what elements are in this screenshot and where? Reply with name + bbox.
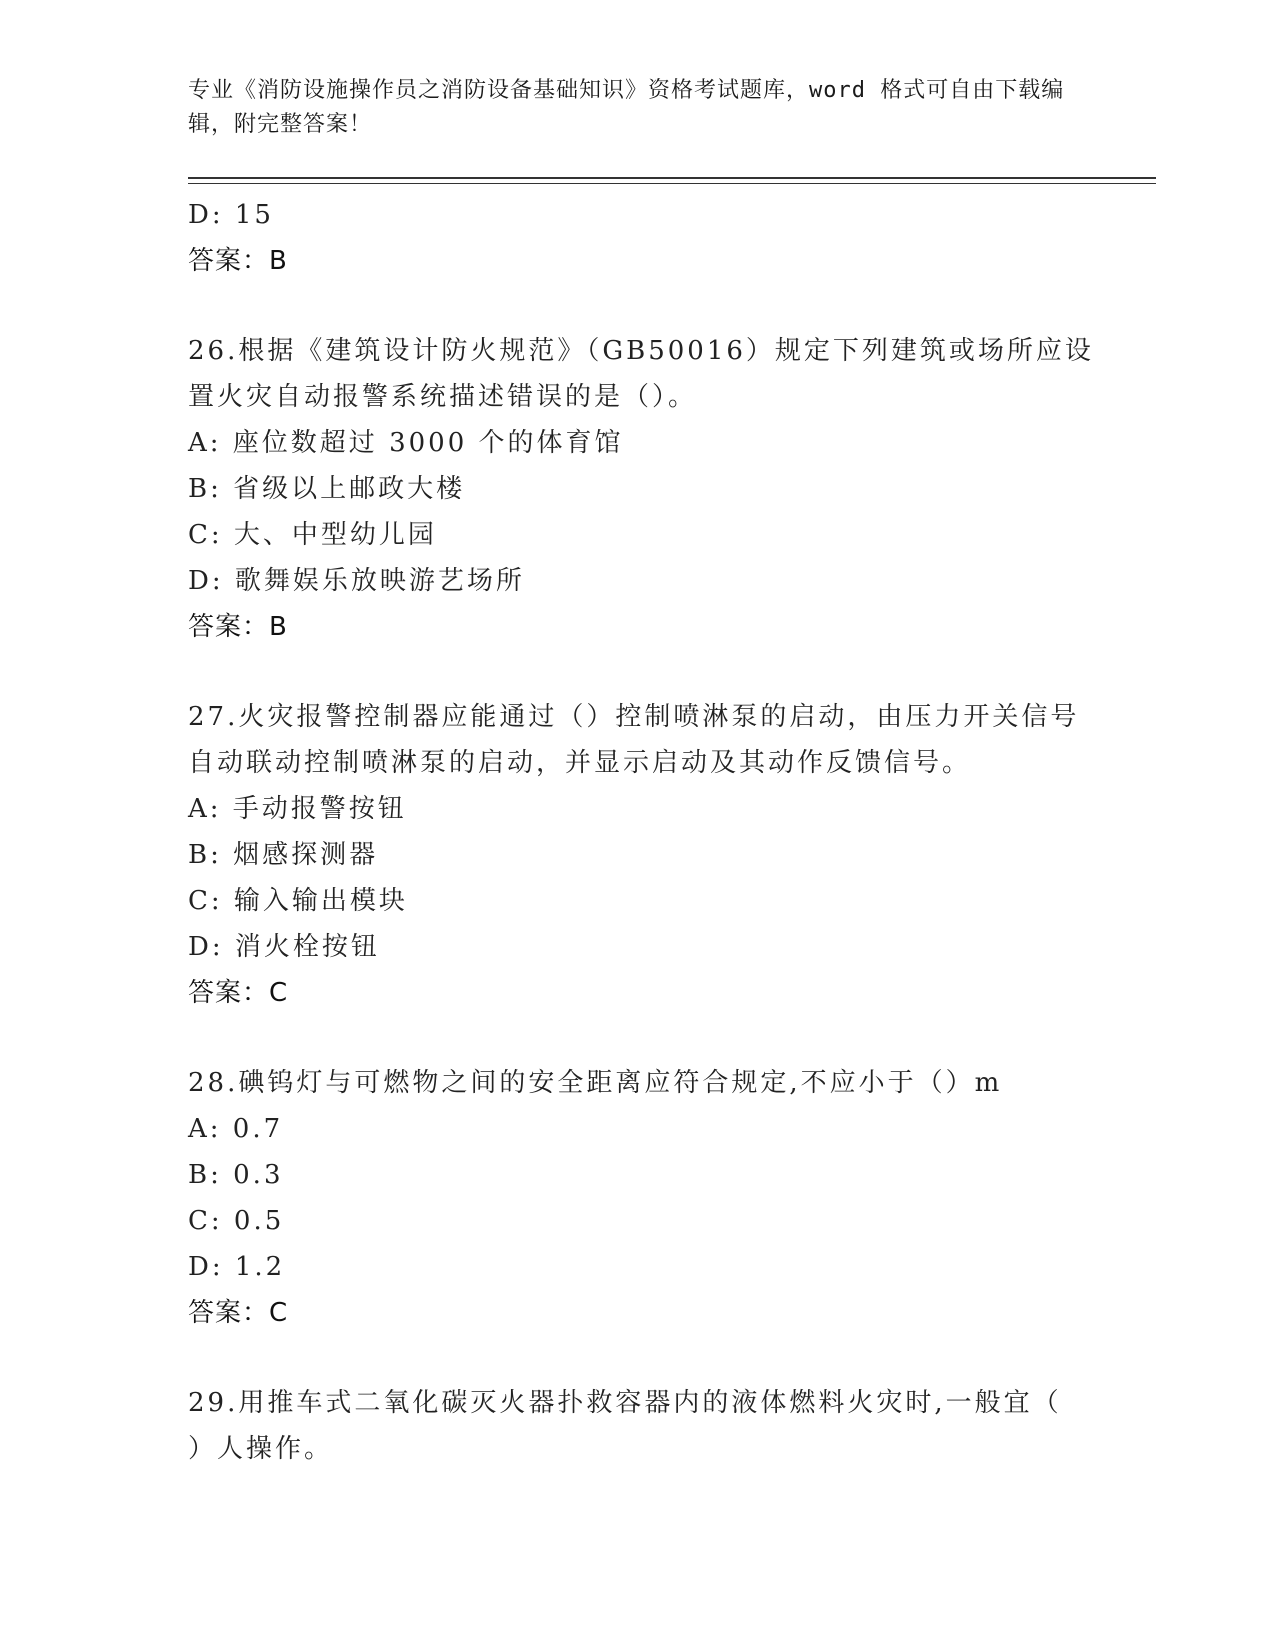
option-c: C: 0.5 — [188, 1206, 285, 1236]
question-text: 26.根据《建筑设计防火规范》（GB50016）规定下列建筑或场所应设 — [188, 336, 1094, 366]
answer: 答案：C — [188, 978, 289, 1008]
option-b: B: 省级以上邮政大楼 — [188, 474, 466, 504]
answer: 答案：B — [188, 246, 288, 276]
option-a: A: 座位数超过 3000 个的体育馆 — [188, 428, 624, 458]
document-header: 专业《消防设施操作员之消防设备基础知识》资格考试题库，word 格式可自由下载编辑，附完整答案！ — [188, 78, 1065, 137]
option-d: D: 歌舞娱乐放映游艺场所 — [188, 566, 525, 596]
answer: 答案：C — [188, 1298, 289, 1328]
option-c: C: 大、中型幼儿园 — [188, 520, 437, 550]
option-d: D: 1.2 — [188, 1252, 286, 1282]
question-28 — [188, 1060, 1088, 1336]
option-b: B: 0.3 — [188, 1160, 284, 1190]
option-d: D: 消火栓按钮 — [188, 932, 380, 962]
question-text: 29.用推车式二氧化碳灭火器扑救容器内的液体燃料火灾时,一般宜（ — [188, 1388, 1062, 1418]
option-d: D: 15 — [188, 200, 274, 230]
question-text: 自动联动控制喷淋泵的启动，并显示启动及其动作反馈信号。 — [188, 748, 972, 778]
question-27 — [188, 694, 1088, 1016]
header-divider-thin — [188, 183, 1156, 184]
option-c: C: 输入输出模块 — [188, 886, 408, 916]
question-text: 27.火灾报警控制器应能通过（）控制喷淋泵的启动，由压力开关信号 — [188, 702, 1080, 732]
question-text: ）人操作。 — [188, 1434, 334, 1464]
question-text: 28.碘钨灯与可燃物之间的安全距离应符合规定,不应小于（）m — [188, 1068, 1003, 1098]
option-a: A: 0.7 — [188, 1114, 284, 1144]
question-content — [188, 192, 1094, 1472]
question-29 — [188, 1380, 1088, 1472]
answer: 答案：B — [188, 612, 288, 642]
question-26 — [188, 328, 1094, 650]
option-b: B: 烟感探测器 — [188, 840, 379, 870]
question-text: 置火灾自动报警系统描述错误的是（）。 — [188, 382, 698, 412]
option-a: A: 手动报警按钮 — [188, 794, 407, 824]
header-divider-thick — [188, 177, 1156, 179]
